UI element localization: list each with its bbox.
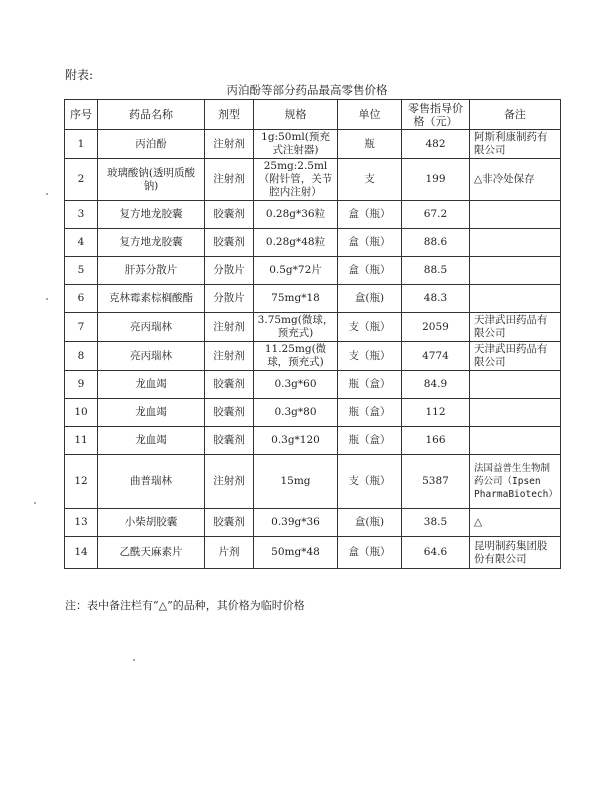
cell-no: 12 (65, 455, 98, 509)
table-row (65, 257, 561, 285)
cell-price: 482 (402, 130, 470, 159)
cell-no: 6 (65, 285, 98, 313)
cell-price: 64.6 (402, 537, 470, 569)
cell-price: 38.5 (402, 509, 470, 537)
cell-unit: 盒(瓶) (338, 285, 402, 313)
cell-spec: 15mg (254, 455, 338, 509)
cell-unit: 支 (338, 159, 402, 201)
cell-note (470, 399, 561, 427)
table-row (65, 455, 561, 509)
cell-form: 胶囊剂 (205, 229, 254, 257)
cell-spec: 3.75mg(微球，预充式) (254, 313, 338, 342)
cell-note: 法国益普生生物制药公司（Ipsen PharmaBiotech） (470, 455, 561, 509)
cell-price: 2059 (402, 313, 470, 342)
cell-spec: 0.3g*120 (254, 427, 338, 455)
annex-label: 附表: (65, 68, 94, 82)
cell-unit: 瓶（盒） (338, 371, 402, 399)
cell-form: 注射剂 (205, 342, 254, 371)
cell-note (470, 201, 561, 229)
cell-unit: 支（瓶） (338, 342, 402, 371)
cell-name: 玻璃酸钠(透明质酸钠) (98, 159, 205, 201)
cell-unit: 盒(瓶) (338, 509, 402, 537)
cell-note: △ (470, 509, 561, 537)
cell-note (470, 257, 561, 285)
col-header-price: 零售指导价格（元） (402, 100, 470, 130)
cell-spec: 1g:50ml(预充式注射器) (254, 130, 338, 159)
cell-spec: 0.3g*60 (254, 371, 338, 399)
cell-no: 13 (65, 509, 98, 537)
scan-speck (34, 502, 36, 504)
cell-name: 克林霉素棕榈酸酯 (98, 285, 205, 313)
cell-form: 胶囊剂 (205, 201, 254, 229)
table-row (65, 201, 561, 229)
col-header-no: 序号 (65, 100, 98, 130)
cell-spec: 0.5g*72片 (254, 257, 338, 285)
cell-form: 注射剂 (205, 455, 254, 509)
cell-spec: 11.25mg(微球，预充式) (254, 342, 338, 371)
scan-speck (46, 298, 48, 300)
cell-form: 片剂 (205, 537, 254, 569)
cell-spec: 0.39g*36 (254, 509, 338, 537)
cell-no: 3 (65, 201, 98, 229)
cell-unit: 瓶（盒） (338, 427, 402, 455)
cell-form: 胶囊剂 (205, 427, 254, 455)
cell-no: 8 (65, 342, 98, 371)
cell-name: 肝苏分散片 (98, 257, 205, 285)
cell-form: 注射剂 (205, 313, 254, 342)
cell-price: 48.3 (402, 285, 470, 313)
cell-price: 67.2 (402, 201, 470, 229)
cell-name: 曲普瑞林 (98, 455, 205, 509)
cell-price: 88.6 (402, 229, 470, 257)
table-row (65, 342, 561, 371)
table-row (65, 427, 561, 455)
header-row (65, 100, 561, 130)
cell-name: 复方地龙胶囊 (98, 201, 205, 229)
table-row (65, 399, 561, 427)
scan-speck (133, 659, 135, 661)
cell-spec: 75mg*18 (254, 285, 338, 313)
cell-note: 天津武田药品有限公司 (470, 342, 561, 371)
cell-unit: 支（瓶） (338, 455, 402, 509)
cell-price: 199 (402, 159, 470, 201)
table-row (65, 509, 561, 537)
table-row (65, 130, 561, 159)
footnote: 注：表中备注栏有“△”的品种，其价格为临时价格 (65, 599, 305, 612)
cell-form: 胶囊剂 (205, 509, 254, 537)
cell-unit: 盒（瓶） (338, 537, 402, 569)
cell-note: 天津武田药品有限公司 (470, 313, 561, 342)
cell-no: 10 (65, 399, 98, 427)
cell-price: 112 (402, 399, 470, 427)
cell-form: 胶囊剂 (205, 371, 254, 399)
cell-unit: 盒（瓶） (338, 257, 402, 285)
cell-spec: 0.28g*48粒 (254, 229, 338, 257)
table-row (65, 313, 561, 342)
cell-name: 乙酰天麻素片 (98, 537, 205, 569)
cell-name: 小柴胡胶囊 (98, 509, 205, 537)
cell-note: △非冷处保存 (470, 159, 561, 201)
cell-price: 166 (402, 427, 470, 455)
cell-note: 阿斯利康制药有限公司 (470, 130, 561, 159)
cell-name: 龙血竭 (98, 371, 205, 399)
table-row (65, 229, 561, 257)
cell-form: 分散片 (205, 285, 254, 313)
cell-no: 4 (65, 229, 98, 257)
cell-form: 胶囊剂 (205, 399, 254, 427)
cell-unit: 盒（瓶） (338, 229, 402, 257)
cell-unit: 瓶 (338, 130, 402, 159)
table-title: 丙泊酚等部分药品最高零售价格 (226, 83, 388, 97)
cell-price: 5387 (402, 455, 470, 509)
cell-note (470, 229, 561, 257)
col-header-spec: 规格 (254, 100, 338, 130)
cell-form: 注射剂 (205, 130, 254, 159)
cell-price: 88.5 (402, 257, 470, 285)
cell-name: 复方地龙胶囊 (98, 229, 205, 257)
cell-no: 5 (65, 257, 98, 285)
scan-speck (46, 193, 48, 195)
cell-note (470, 427, 561, 455)
cell-form: 分散片 (205, 257, 254, 285)
cell-no: 2 (65, 159, 98, 201)
col-header-form: 剂型 (205, 100, 254, 130)
cell-spec: 25mg:2.5ml（附针管，关节腔内注射） (254, 159, 338, 201)
table-row (65, 159, 561, 201)
cell-price: 4774 (402, 342, 470, 371)
cell-name: 龙血竭 (98, 427, 205, 455)
cell-no: 9 (65, 371, 98, 399)
cell-unit: 瓶（盒） (338, 399, 402, 427)
cell-name: 丙泊酚 (98, 130, 205, 159)
cell-no: 1 (65, 130, 98, 159)
cell-note (470, 371, 561, 399)
cell-no: 14 (65, 537, 98, 569)
col-header-unit: 单位 (338, 100, 402, 130)
cell-note: 昆明制药集团股份有限公司 (470, 537, 561, 569)
col-header-name: 药品名称 (98, 100, 205, 130)
cell-spec: 0.28g*36粒 (254, 201, 338, 229)
cell-unit: 盒（瓶） (338, 201, 402, 229)
cell-no: 7 (65, 313, 98, 342)
col-header-note: 备注 (470, 100, 561, 130)
cell-spec: 0.3g*80 (254, 399, 338, 427)
cell-name: 亮丙瑞林 (98, 313, 205, 342)
cell-spec: 50mg*48 (254, 537, 338, 569)
price-table (64, 99, 561, 569)
cell-no: 11 (65, 427, 98, 455)
cell-price: 84.9 (402, 371, 470, 399)
cell-name: 龙血竭 (98, 399, 205, 427)
table-row (65, 371, 561, 399)
table-row (65, 537, 561, 569)
cell-name: 亮丙瑞林 (98, 342, 205, 371)
cell-form: 注射剂 (205, 159, 254, 201)
cell-unit: 支（瓶） (338, 313, 402, 342)
cell-note (470, 285, 561, 313)
table-row (65, 285, 561, 313)
